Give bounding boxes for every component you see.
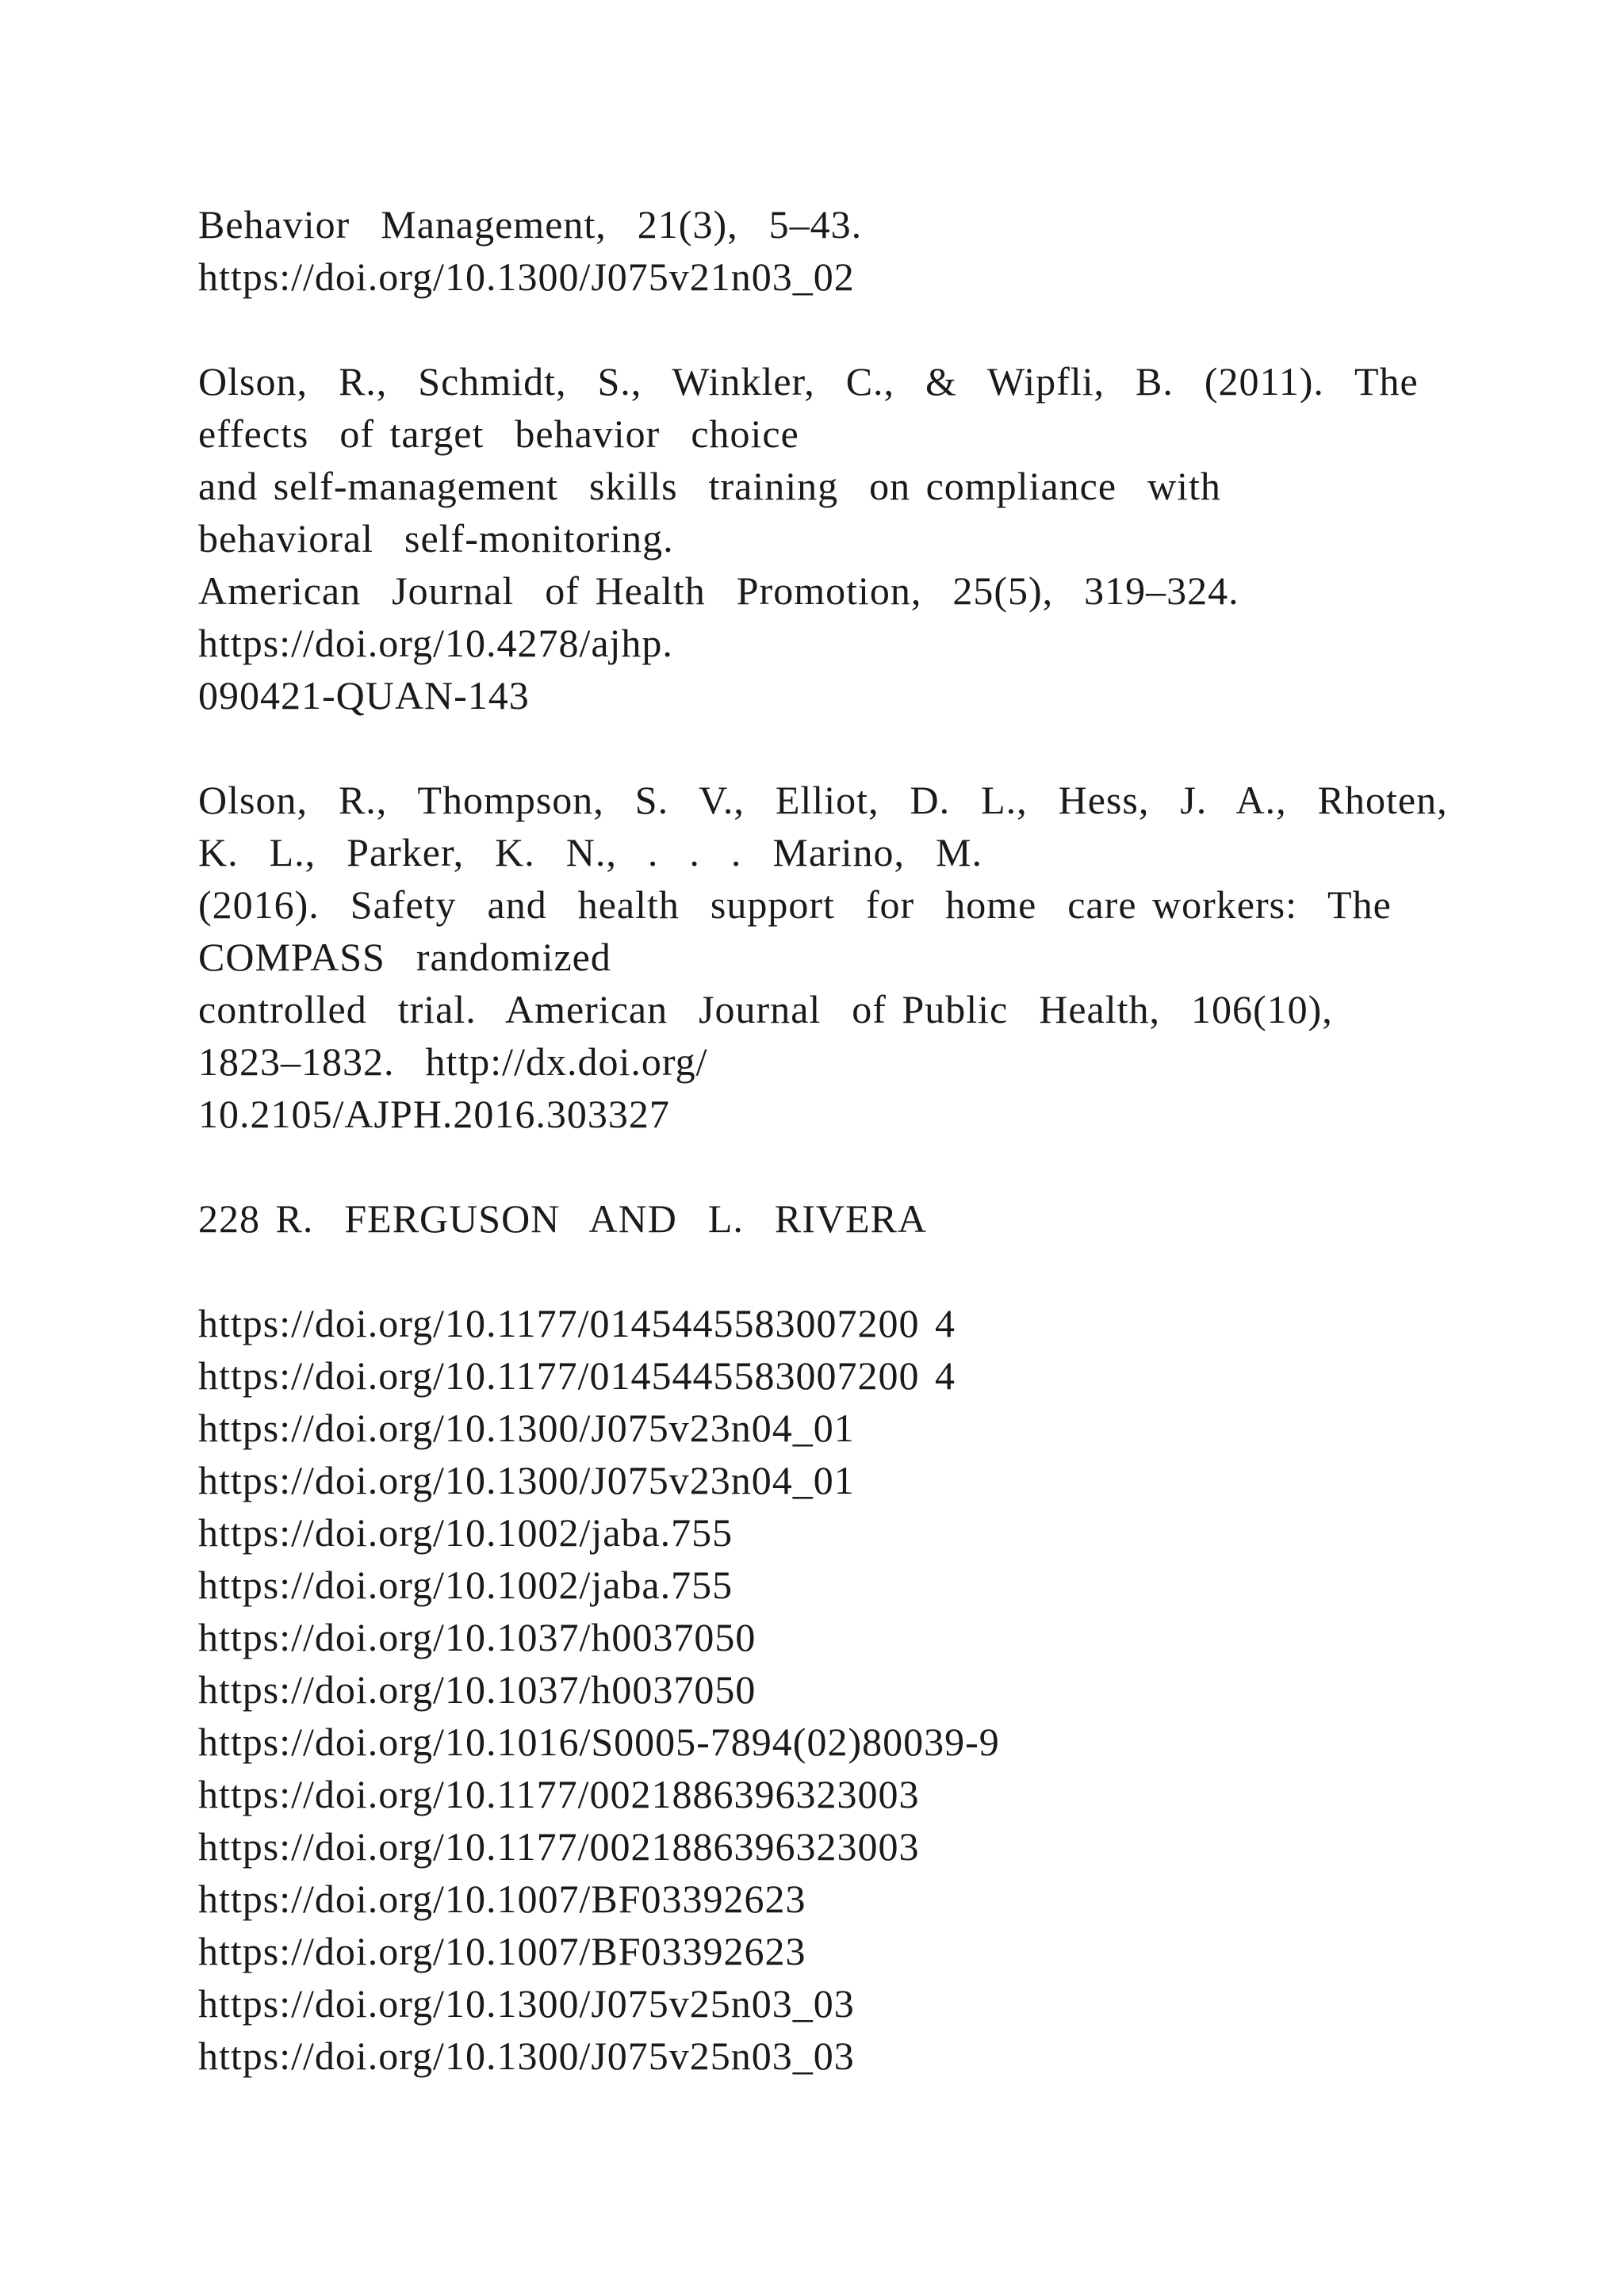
running-header: [198, 1192, 1467, 1245]
doi-link[interactable]: https://doi.org/10.1037/h0037050: [198, 1667, 756, 1712]
doi-link[interactable]: https://doi.org/10.1016/S0005-7894(02)80039-9: [198, 1720, 1000, 1764]
doi-link[interactable]: https://doi.org/10.1002/jaba.755: [198, 1563, 733, 1607]
doi-link[interactable]: https://doi.org/10.1037/h0037050: [198, 1615, 756, 1659]
text-line: (2016). Safety and health support for home care workers: The: [198, 882, 1392, 927]
text-line: COMPASS randomized: [198, 935, 611, 979]
doi-link[interactable]: https://doi.org/10.1300/J075v21n03_02: [198, 254, 855, 299]
doi-link[interactable]: 1823–1832. http://dx.doi.org/: [198, 1039, 708, 1084]
paragraph-gap: [198, 1245, 1467, 1297]
doi-link[interactable]: https://doi.org/10.1177/0021886396323003: [198, 1824, 920, 1869]
text-line: controlled trial. American Journal of Public Health, 106(10),: [198, 987, 1333, 1031]
doi-link[interactable]: https://doi.org/10.1177/0145445583007200 4: [198, 1353, 956, 1398]
text-line: K. L., Parker, K. N., . . . Marino, M.: [198, 830, 983, 874]
doi-link-continuation[interactable]: 10.2105/AJPH.2016.303327: [198, 1092, 670, 1136]
paragraph-gap: [198, 721, 1467, 774]
reference-continuation: [198, 198, 1467, 303]
doi-link[interactable]: https://doi.org/10.1002/jaba.755: [198, 1510, 733, 1555]
page-header-text: 228 R. FERGUSON AND L. RIVERA: [198, 1196, 928, 1241]
doi-link[interactable]: https://doi.org/10.1300/J075v25n03_03: [198, 1981, 855, 2026]
text-line: Behavior Management, 21(3), 5–43.: [198, 202, 863, 247]
doi-link[interactable]: https://doi.org/10.1300/J075v23n04_01: [198, 1458, 855, 1502]
text-line: American Journal of Health Promotion, 25(5), 319–324.: [198, 568, 1239, 613]
text-line: behavioral self-monitoring.: [198, 516, 674, 561]
text-line: Olson, R., Thompson, S. V., Elliot, D. L., Hess, J. A., Rhoten,: [198, 778, 1448, 822]
text-line: and self-management skills training on compliance with: [198, 464, 1221, 508]
doi-link[interactable]: https://doi.org/10.1177/0145445583007200 4: [198, 1301, 956, 1345]
reference-olson-2016: [198, 774, 1467, 1140]
document-body: [198, 198, 1467, 2082]
paragraph-gap: [198, 303, 1467, 355]
doi-link[interactable]: https://doi.org/10.1007/BF03392623: [198, 1877, 806, 1921]
doi-link[interactable]: https://doi.org/10.4278/ajhp.: [198, 621, 673, 665]
text-line: Olson, R., Schmidt, S., Winkler, C., & Wipfli, B. (2011). The: [198, 359, 1419, 404]
paragraph-gap: [198, 1140, 1467, 1192]
reference-olson-2011: [198, 355, 1467, 721]
doi-link[interactable]: https://doi.org/10.1300/J075v23n04_01: [198, 1406, 855, 1450]
doi-link[interactable]: https://doi.org/10.1177/0021886396323003: [198, 1772, 920, 1816]
doi-link-continuation[interactable]: 090421-QUAN-143: [198, 673, 530, 718]
doi-list: [198, 1297, 1467, 2082]
text-line: effects of target behavior choice: [198, 411, 799, 456]
doi-link[interactable]: https://doi.org/10.1300/J075v25n03_03: [198, 2034, 855, 2078]
doi-link[interactable]: https://doi.org/10.1007/BF03392623: [198, 1929, 806, 1973]
